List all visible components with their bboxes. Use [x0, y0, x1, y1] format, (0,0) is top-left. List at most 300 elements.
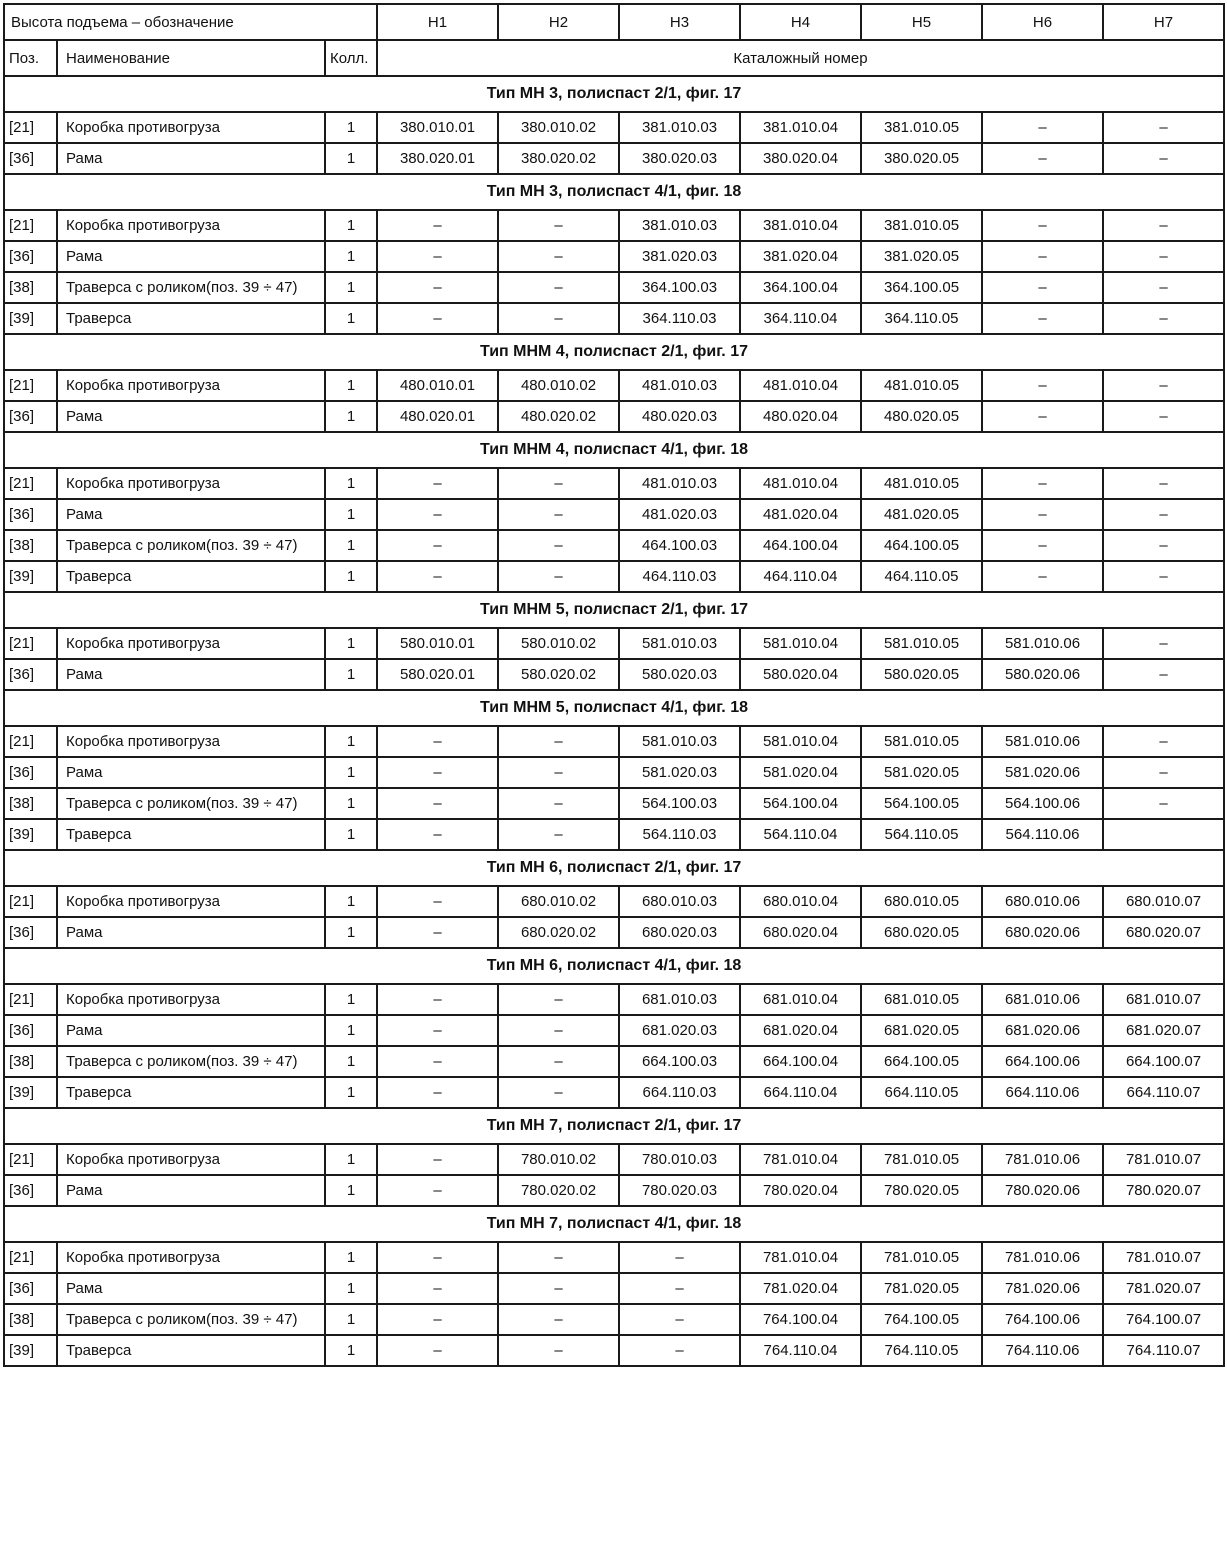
catalog-number-cell-h3: 364.100.03 — [619, 272, 740, 303]
catalog-number-cell-h4: 681.020.04 — [740, 1015, 861, 1046]
position-cell: [36] — [4, 241, 57, 272]
quantity-cell: 1 — [325, 1242, 377, 1273]
quantity-cell: 1 — [325, 370, 377, 401]
catalog-number-cell-h1: 480.020.01 — [377, 401, 498, 432]
quantity-cell: 1 — [325, 303, 377, 334]
catalog-number-cell-h5: 664.110.05 — [861, 1077, 982, 1108]
height-header-h7: H7 — [1103, 4, 1224, 40]
position-cell: [21] — [4, 628, 57, 659]
catalog-number-cell-h6: – — [982, 210, 1103, 241]
name-cell: Траверса — [57, 819, 325, 850]
catalog-number-cell-h3: 564.100.03 — [619, 788, 740, 819]
group-title: Тип MHM 5, полиспаст 4/1, фиг. 18 — [4, 690, 1224, 726]
quantity-cell: 1 — [325, 1273, 377, 1304]
catalog-number-cell-h6: 781.010.06 — [982, 1144, 1103, 1175]
position-cell: [38] — [4, 1046, 57, 1077]
catalog-number-cell-h3: 381.020.03 — [619, 241, 740, 272]
catalog-number-cell-h3: 364.110.03 — [619, 303, 740, 334]
catalog-number-cell-h6: – — [982, 303, 1103, 334]
catalog-number-cell-h1: – — [377, 726, 498, 757]
catalog-number-cell-h1: 480.010.01 — [377, 370, 498, 401]
catalog-number-cell-h6: – — [982, 143, 1103, 174]
catalog-number-cell-h2: – — [498, 241, 619, 272]
catalog-number-cell-h5: 564.110.05 — [861, 819, 982, 850]
group-title: Тип MH 6, полиспаст 2/1, фиг. 17 — [4, 850, 1224, 886]
catalog-number-cell-h7: 781.010.07 — [1103, 1144, 1224, 1175]
catalog-number-cell-h7: 681.020.07 — [1103, 1015, 1224, 1046]
catalog-number-cell-h6: 681.020.06 — [982, 1015, 1103, 1046]
catalog-number-cell-h5: 464.100.05 — [861, 530, 982, 561]
group-header-row — [4, 592, 1224, 628]
name-cell: Траверса — [57, 1335, 325, 1366]
height-header-h4: H4 — [740, 4, 861, 40]
catalog-number-cell-h1: 580.020.01 — [377, 659, 498, 690]
height-header-h1: H1 — [377, 4, 498, 40]
catalog-number-cell-h5: 781.020.05 — [861, 1273, 982, 1304]
catalog-number-cell-h2: – — [498, 819, 619, 850]
catalog-number-cell-h7: – — [1103, 401, 1224, 432]
catalog-number-cell-h3: 664.100.03 — [619, 1046, 740, 1077]
catalog-number-cell-h6: – — [982, 530, 1103, 561]
catalog-number-cell-h7: 781.010.07 — [1103, 1242, 1224, 1273]
group-title: Тип MH 7, полиспаст 4/1, фиг. 18 — [4, 1206, 1224, 1242]
quantity-cell: 1 — [325, 241, 377, 272]
catalog-number-cell-h6: – — [982, 272, 1103, 303]
catalog-number-cell-h6: 680.020.06 — [982, 917, 1103, 948]
table-row — [4, 561, 1224, 592]
catalog-number-cell-h5: 481.020.05 — [861, 499, 982, 530]
catalog-number-cell-h1: – — [377, 1046, 498, 1077]
catalog-number-cell-h2: – — [498, 1015, 619, 1046]
catalog-number-cell-h6: 664.110.06 — [982, 1077, 1103, 1108]
position-cell: [36] — [4, 1015, 57, 1046]
position-cell: [36] — [4, 917, 57, 948]
name-cell: Траверса с роликом(поз. 39 ÷ 47) — [57, 530, 325, 561]
qty-header: Колл. — [325, 40, 377, 76]
position-cell: [36] — [4, 1273, 57, 1304]
catalog-number-cell-h3: 481.020.03 — [619, 499, 740, 530]
catalog-number-cell-h4: 564.110.04 — [740, 819, 861, 850]
catalog-number-cell-h3: 481.010.03 — [619, 468, 740, 499]
catalog-number-cell-h1: – — [377, 530, 498, 561]
group-header-row — [4, 76, 1224, 112]
catalog-number-cell-h5: 681.020.05 — [861, 1015, 982, 1046]
catalog-number-cell-h6: 581.020.06 — [982, 757, 1103, 788]
catalog-number-cell-h7: – — [1103, 659, 1224, 690]
position-cell: [39] — [4, 561, 57, 592]
table-row — [4, 1242, 1224, 1273]
group-title: Тип MHM 4, полиспаст 2/1, фиг. 17 — [4, 334, 1224, 370]
position-cell: [21] — [4, 886, 57, 917]
catalog-number-cell-h2: – — [498, 984, 619, 1015]
catalog-number-cell-h3: – — [619, 1304, 740, 1335]
name-cell: Рама — [57, 757, 325, 788]
catalog-number-cell-h1: – — [377, 1175, 498, 1206]
name-cell: Коробка противогруза — [57, 1144, 325, 1175]
catalog-number-cell-h7: – — [1103, 468, 1224, 499]
catalog-number-cell-h2: 480.010.02 — [498, 370, 619, 401]
catalog-number-cell-h7: 780.020.07 — [1103, 1175, 1224, 1206]
height-header-h2: H2 — [498, 4, 619, 40]
catalog-number-cell-h3: 681.010.03 — [619, 984, 740, 1015]
group-header-row — [4, 1206, 1224, 1242]
position-cell: [39] — [4, 303, 57, 334]
catalog-number-cell-h4: 564.100.04 — [740, 788, 861, 819]
quantity-cell: 1 — [325, 984, 377, 1015]
catalog-number-cell-h3: 481.010.03 — [619, 370, 740, 401]
catalog-number-cell-h5: 381.010.05 — [861, 112, 982, 143]
catalog-number-cell-h1: – — [377, 561, 498, 592]
catalog-number-cell-h7: 764.110.07 — [1103, 1335, 1224, 1366]
position-cell: [21] — [4, 1144, 57, 1175]
name-header: Наименование — [57, 40, 325, 76]
catalog-number-cell-h1: – — [377, 210, 498, 241]
catalog-number-cell-h7: – — [1103, 628, 1224, 659]
catalog-number-cell-h2: – — [498, 272, 619, 303]
catalog-number-cell-h5: 564.100.05 — [861, 788, 982, 819]
catalog-number-cell-h6: 564.110.06 — [982, 819, 1103, 850]
catalog-number-cell-h3: 580.020.03 — [619, 659, 740, 690]
catalog-number-cell-h5: 764.110.05 — [861, 1335, 982, 1366]
position-cell: [38] — [4, 530, 57, 561]
catalog-number-cell-h2: – — [498, 757, 619, 788]
position-cell: [36] — [4, 499, 57, 530]
position-cell: [38] — [4, 788, 57, 819]
table-row — [4, 628, 1224, 659]
catalog-number-cell-h3: 680.010.03 — [619, 886, 740, 917]
catalog-number-cell-h4: 381.020.04 — [740, 241, 861, 272]
group-header-row — [4, 690, 1224, 726]
position-cell: [21] — [4, 210, 57, 241]
catalog-number-cell-h1: – — [377, 241, 498, 272]
catalog-number-cell-h1: – — [377, 757, 498, 788]
name-cell: Траверса с роликом(поз. 39 ÷ 47) — [57, 1304, 325, 1335]
catalog-number-cell-h2: – — [498, 1335, 619, 1366]
catalog-number-cell-h1: – — [377, 468, 498, 499]
table-row — [4, 1046, 1224, 1077]
catalog-number-cell-h4: 481.010.04 — [740, 370, 861, 401]
catalog-number-cell-h6: 764.100.06 — [982, 1304, 1103, 1335]
catalog-number-cell-h1: – — [377, 1242, 498, 1273]
catalog-number-cell-h2: 680.020.02 — [498, 917, 619, 948]
catalog-number-cell-h7: – — [1103, 272, 1224, 303]
catalog-number-cell-h4: 681.010.04 — [740, 984, 861, 1015]
quantity-cell: 1 — [325, 628, 377, 659]
position-cell: [36] — [4, 757, 57, 788]
position-cell: [36] — [4, 401, 57, 432]
height-header-h5: H5 — [861, 4, 982, 40]
catalog-number-cell-h2: – — [498, 726, 619, 757]
name-cell: Траверса с роликом(поз. 39 ÷ 47) — [57, 272, 325, 303]
catalog-number-cell-h5: 464.110.05 — [861, 561, 982, 592]
quantity-cell: 1 — [325, 143, 377, 174]
catalog-number-cell-h2: – — [498, 210, 619, 241]
catalog-number-cell-h1: 380.020.01 — [377, 143, 498, 174]
catalog-number-cell-h1: – — [377, 917, 498, 948]
group-title: Тип MH 3, полиспаст 4/1, фиг. 18 — [4, 174, 1224, 210]
catalog-number-cell-h5: 780.020.05 — [861, 1175, 982, 1206]
table-row — [4, 210, 1224, 241]
catalog-number-cell-h4: 580.020.04 — [740, 659, 861, 690]
table-row — [4, 1144, 1224, 1175]
catalog-number-cell-h3: 381.010.03 — [619, 112, 740, 143]
catalog-table — [3, 3, 1225, 1367]
catalog-number-cell-h7: – — [1103, 143, 1224, 174]
catalog-number-cell-h1: – — [377, 1335, 498, 1366]
catalog-number-cell-h5: 781.010.05 — [861, 1242, 982, 1273]
position-cell: [36] — [4, 143, 57, 174]
catalog-number-cell-h7: 680.010.07 — [1103, 886, 1224, 917]
catalog-number-cell-h6: 664.100.06 — [982, 1046, 1103, 1077]
catalog-number-cell-h5: 381.020.05 — [861, 241, 982, 272]
catalog-number-cell-h7: 764.100.07 — [1103, 1304, 1224, 1335]
name-cell: Рама — [57, 1015, 325, 1046]
quantity-cell: 1 — [325, 757, 377, 788]
table-row — [4, 241, 1224, 272]
catalog-number-cell-h7: 681.010.07 — [1103, 984, 1224, 1015]
catalog-number-cell-h2: – — [498, 530, 619, 561]
catalog-number-cell-h6: – — [982, 241, 1103, 272]
name-cell: Рама — [57, 659, 325, 690]
name-cell: Коробка противогруза — [57, 726, 325, 757]
catalog-number-cell-h2: 780.010.02 — [498, 1144, 619, 1175]
quantity-cell: 1 — [325, 659, 377, 690]
name-cell: Рама — [57, 1273, 325, 1304]
height-header-h3: H3 — [619, 4, 740, 40]
catalog-number-cell-h3: 464.110.03 — [619, 561, 740, 592]
catalog-number-cell-h2: 480.020.02 — [498, 401, 619, 432]
name-cell: Коробка противогруза — [57, 628, 325, 659]
catalog-number-cell-h7: – — [1103, 726, 1224, 757]
catalog-number-cell-h4: 664.100.04 — [740, 1046, 861, 1077]
catalog-number-cell-h3: – — [619, 1242, 740, 1273]
position-cell: [21] — [4, 984, 57, 1015]
catalog-number-cell-h4: 381.010.04 — [740, 112, 861, 143]
name-cell: Коробка противогруза — [57, 370, 325, 401]
catalog-number-cell-h3: 381.010.03 — [619, 210, 740, 241]
catalog-number-cell-h3: 581.010.03 — [619, 628, 740, 659]
catalog-number-cell-h4: 464.110.04 — [740, 561, 861, 592]
catalog-number-cell-h6: – — [982, 370, 1103, 401]
catalog-number-cell-h1: 380.010.01 — [377, 112, 498, 143]
header-row-columns — [4, 40, 1224, 76]
position-cell: [21] — [4, 468, 57, 499]
catalog-number-cell-h5: 481.010.05 — [861, 468, 982, 499]
height-header-h6: H6 — [982, 4, 1103, 40]
catalog-number-cell-h3: 664.110.03 — [619, 1077, 740, 1108]
catalog-number-cell-h6: – — [982, 561, 1103, 592]
catalog-number-cell-h6: – — [982, 401, 1103, 432]
catalog-number-cell-h2: – — [498, 1273, 619, 1304]
catalog-number-cell-h5: 480.020.05 — [861, 401, 982, 432]
catalog-number-cell-h4: 364.110.04 — [740, 303, 861, 334]
catalog-number-cell-h5: 681.010.05 — [861, 984, 982, 1015]
table-row — [4, 1273, 1224, 1304]
catalog-number-cell-h4: 380.020.04 — [740, 143, 861, 174]
catalog-number-cell-h3: 581.010.03 — [619, 726, 740, 757]
table-row — [4, 984, 1224, 1015]
catalog-number-cell-h6: 680.010.06 — [982, 886, 1103, 917]
table-row — [4, 726, 1224, 757]
catalog-number-cell-h2: – — [498, 1077, 619, 1108]
position-cell: [39] — [4, 1077, 57, 1108]
position-cell: [38] — [4, 1304, 57, 1335]
quantity-cell: 1 — [325, 401, 377, 432]
catalog-number-cell-h2: 780.020.02 — [498, 1175, 619, 1206]
table-row — [4, 757, 1224, 788]
catalog-number-cell-h4: 480.020.04 — [740, 401, 861, 432]
name-cell: Траверса с роликом(поз. 39 ÷ 47) — [57, 1046, 325, 1077]
position-cell: [21] — [4, 112, 57, 143]
catalog-number-cell-h1: – — [377, 819, 498, 850]
quantity-cell: 1 — [325, 499, 377, 530]
catalog-number-cell-h4: 680.010.04 — [740, 886, 861, 917]
table-row — [4, 401, 1224, 432]
catalog-number-cell-h6: 681.010.06 — [982, 984, 1103, 1015]
catalog-number-cell-h2: 380.010.02 — [498, 112, 619, 143]
catalog-number-cell-h3: 780.010.03 — [619, 1144, 740, 1175]
catalog-number-cell-h4: 781.020.04 — [740, 1273, 861, 1304]
catalog-number-cell-h3: 780.020.03 — [619, 1175, 740, 1206]
catalog-number-cell-h6: 781.020.06 — [982, 1273, 1103, 1304]
catalog-number-header: Каталожный номер — [377, 40, 1224, 76]
catalog-number-cell-h2: – — [498, 303, 619, 334]
position-cell: [38] — [4, 272, 57, 303]
catalog-number-cell-h5: 581.010.05 — [861, 726, 982, 757]
pos-header: Поз. — [4, 40, 57, 76]
catalog-number-cell-h6: – — [982, 468, 1103, 499]
quantity-cell: 1 — [325, 788, 377, 819]
catalog-number-cell-h4: 381.010.04 — [740, 210, 861, 241]
catalog-number-cell-h3: 464.100.03 — [619, 530, 740, 561]
catalog-number-cell-h1: – — [377, 1144, 498, 1175]
position-cell: [21] — [4, 726, 57, 757]
table-row — [4, 917, 1224, 948]
catalog-number-cell-h6: 580.020.06 — [982, 659, 1103, 690]
quantity-cell: 1 — [325, 1015, 377, 1046]
catalog-number-cell-h1: – — [377, 886, 498, 917]
catalog-number-cell-h3: 680.020.03 — [619, 917, 740, 948]
catalog-number-cell-h5: 680.010.05 — [861, 886, 982, 917]
catalog-number-cell-h1: – — [377, 499, 498, 530]
table-row — [4, 659, 1224, 690]
catalog-number-cell-h6: – — [982, 499, 1103, 530]
group-header-row — [4, 174, 1224, 210]
quantity-cell: 1 — [325, 726, 377, 757]
name-cell: Траверса с роликом(поз. 39 ÷ 47) — [57, 788, 325, 819]
group-header-row — [4, 334, 1224, 370]
catalog-number-cell-h3: – — [619, 1335, 740, 1366]
table-row — [4, 886, 1224, 917]
quantity-cell: 1 — [325, 1077, 377, 1108]
quantity-cell: 1 — [325, 530, 377, 561]
position-cell: [36] — [4, 1175, 57, 1206]
quantity-cell: 1 — [325, 1335, 377, 1366]
catalog-number-cell-h1: – — [377, 984, 498, 1015]
catalog-number-cell-h4: 581.020.04 — [740, 757, 861, 788]
catalog-number-cell-h7: 781.020.07 — [1103, 1273, 1224, 1304]
catalog-number-cell-h1: – — [377, 303, 498, 334]
catalog-number-cell-h6: 564.100.06 — [982, 788, 1103, 819]
name-cell: Рама — [57, 241, 325, 272]
catalog-number-cell-h6: 780.020.06 — [982, 1175, 1103, 1206]
catalog-number-cell-h2: – — [498, 1242, 619, 1273]
quantity-cell: 1 — [325, 272, 377, 303]
quantity-cell: 1 — [325, 561, 377, 592]
name-cell: Коробка противогруза — [57, 468, 325, 499]
header-row-heights — [4, 4, 1224, 40]
catalog-number-cell-h2: – — [498, 561, 619, 592]
table-row — [4, 370, 1224, 401]
catalog-number-cell-h3: 380.020.03 — [619, 143, 740, 174]
catalog-number-cell-h2: 380.020.02 — [498, 143, 619, 174]
table-row — [4, 272, 1224, 303]
table-row — [4, 303, 1224, 334]
catalog-number-cell-h7: – — [1103, 561, 1224, 592]
quantity-cell: 1 — [325, 210, 377, 241]
catalog-number-cell-h1: – — [377, 1015, 498, 1046]
catalog-number-cell-h2: – — [498, 788, 619, 819]
position-cell: [39] — [4, 819, 57, 850]
table-row — [4, 788, 1224, 819]
catalog-number-cell-h2: 580.020.02 — [498, 659, 619, 690]
catalog-number-cell-h2: – — [498, 499, 619, 530]
catalog-number-cell-h4: 481.020.04 — [740, 499, 861, 530]
catalog-number-cell-h6: 764.110.06 — [982, 1335, 1103, 1366]
catalog-number-cell-h4: 364.100.04 — [740, 272, 861, 303]
catalog-number-cell-h4: 481.010.04 — [740, 468, 861, 499]
catalog-number-cell-h7: – — [1103, 112, 1224, 143]
catalog-number-cell-h6: 781.010.06 — [982, 1242, 1103, 1273]
catalog-number-cell-h6: 581.010.06 — [982, 628, 1103, 659]
catalog-number-cell-h5: 680.020.05 — [861, 917, 982, 948]
catalog-number-cell-h2: – — [498, 1046, 619, 1077]
catalog-number-cell-h7 — [1103, 819, 1224, 850]
quantity-cell: 1 — [325, 468, 377, 499]
catalog-number-cell-h3: 564.110.03 — [619, 819, 740, 850]
position-cell: [36] — [4, 659, 57, 690]
catalog-number-cell-h2: 580.010.02 — [498, 628, 619, 659]
catalog-number-cell-h7: 680.020.07 — [1103, 917, 1224, 948]
group-header-row — [4, 432, 1224, 468]
catalog-number-cell-h7: – — [1103, 530, 1224, 561]
quantity-cell: 1 — [325, 917, 377, 948]
position-cell: [21] — [4, 370, 57, 401]
name-cell: Коробка противогруза — [57, 984, 325, 1015]
catalog-number-cell-h5: 764.100.05 — [861, 1304, 982, 1335]
name-cell: Коробка противогруза — [57, 112, 325, 143]
catalog-number-cell-h1: – — [377, 1304, 498, 1335]
group-header-row — [4, 850, 1224, 886]
group-title: Тип MH 3, полиспаст 2/1, фиг. 17 — [4, 76, 1224, 112]
name-cell: Коробка противогруза — [57, 1242, 325, 1273]
catalog-number-cell-h4: 764.100.04 — [740, 1304, 861, 1335]
group-header-row — [4, 1108, 1224, 1144]
catalog-number-cell-h4: 781.010.04 — [740, 1242, 861, 1273]
name-cell: Рама — [57, 917, 325, 948]
catalog-number-cell-h1: 580.010.01 — [377, 628, 498, 659]
name-cell: Рама — [57, 499, 325, 530]
name-cell: Траверса — [57, 303, 325, 334]
table-row — [4, 1335, 1224, 1366]
table-row — [4, 143, 1224, 174]
quantity-cell: 1 — [325, 1144, 377, 1175]
position-cell: [21] — [4, 1242, 57, 1273]
table-row — [4, 1077, 1224, 1108]
quantity-cell: 1 — [325, 1046, 377, 1077]
table-row — [4, 468, 1224, 499]
catalog-number-cell-h5: 581.010.05 — [861, 628, 982, 659]
